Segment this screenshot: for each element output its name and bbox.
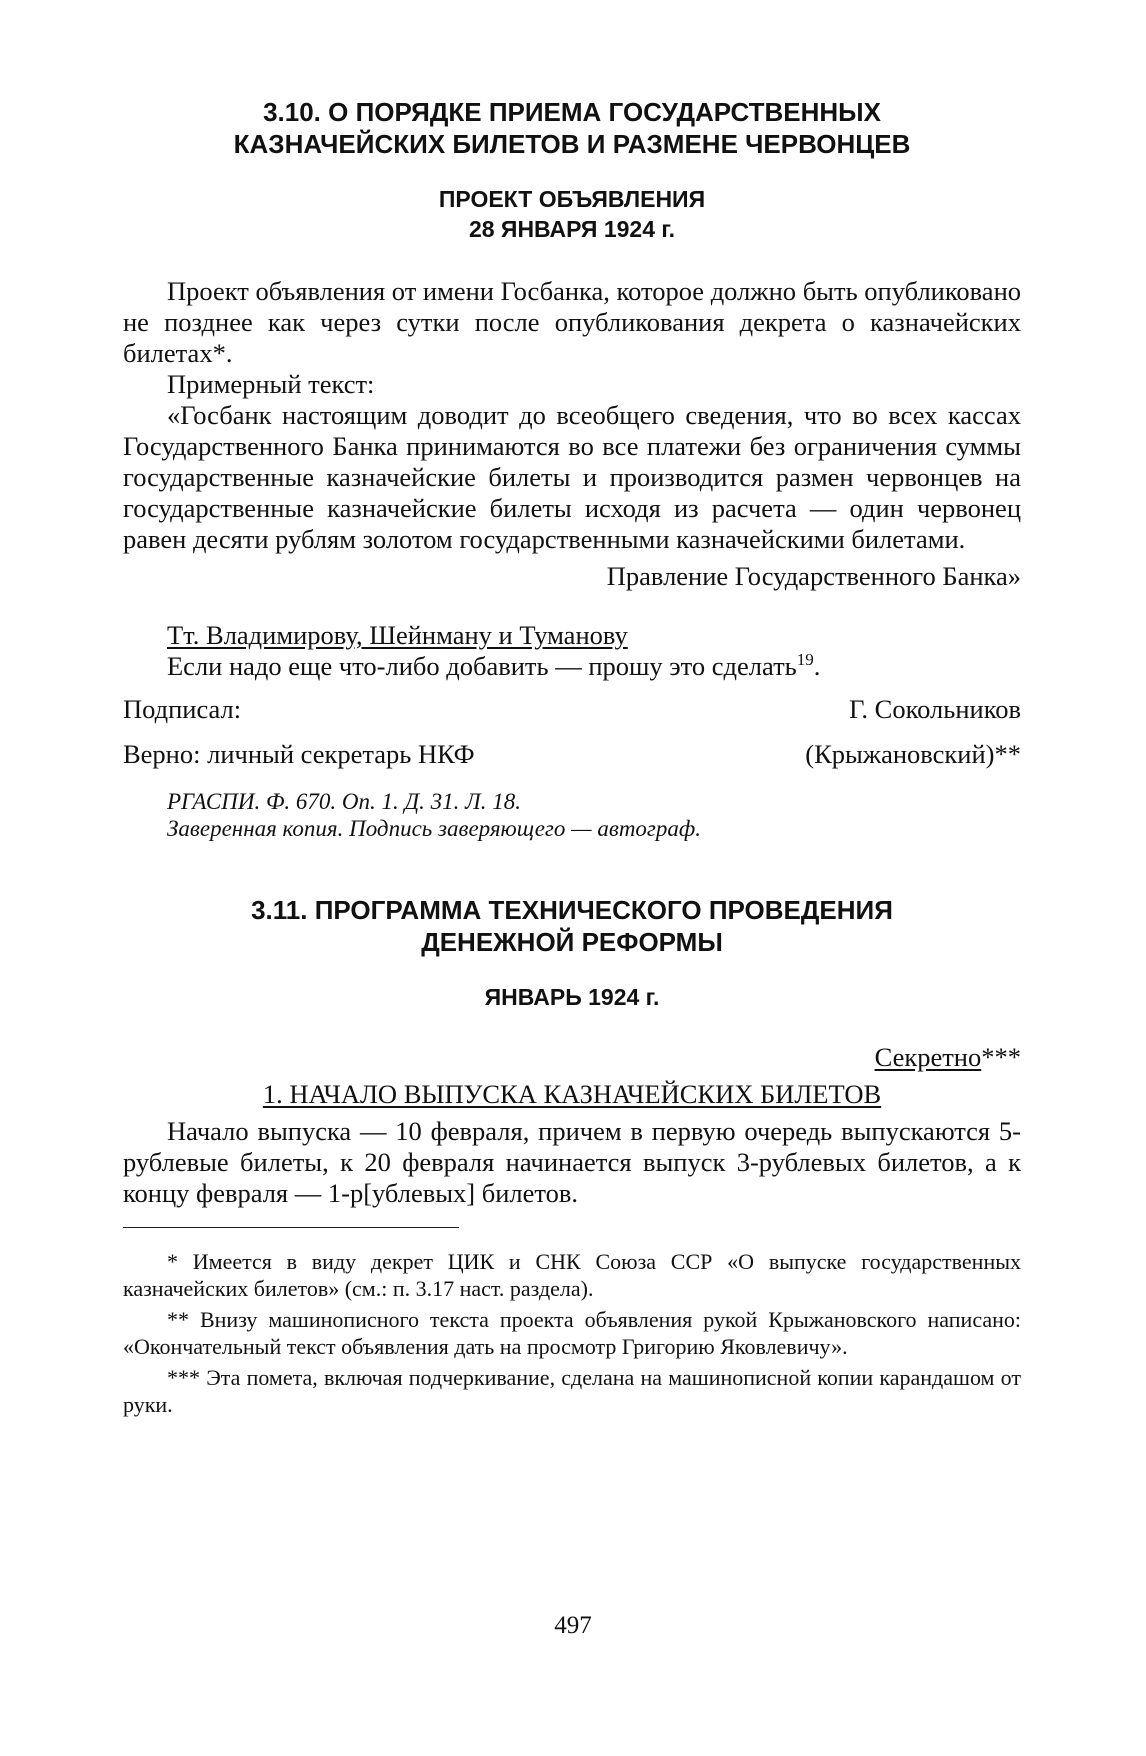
section-heading-text: 1. НАЧАЛО ВЫПУСКА КАЗНАЧЕЙСКИХ БИЛЕТОВ bbox=[262, 1079, 882, 1109]
doc1-addressees bbox=[123, 620, 1021, 651]
signed-label: Подписал: bbox=[123, 694, 242, 724]
doc1-title-line-2: КАЗНАЧЕЙСКИХ БИЛЕТОВ И РАЗМЕНЕ ЧЕРВОНЦЕВ bbox=[233, 129, 911, 159]
source-reference: РГАСПИ. Ф. 670. Оп. 1. Д. 31. Л. 18. bbox=[167, 789, 522, 814]
verified-label: Верно: личный секретарь НКФ bbox=[123, 739, 475, 769]
verified-name: (Крыжановский)** bbox=[805, 739, 1021, 769]
doc1-request-text: Если надо еще что-либо добавить — прошу это сделать bbox=[167, 651, 797, 681]
doc2-title bbox=[123, 894, 1021, 958]
doc1-subtitle-line-1: ПРОЕКТ ОБЪЯВЛЕНИЯ bbox=[438, 186, 706, 212]
footnote-2: ** Внизу машинописного текста проекта объявления рукой Крыжановского написано: «Окончательный текст объявления дать на просмотр Григорию Яковлевичу». bbox=[123, 1307, 1021, 1359]
doc1-sample-label: Примерный текст: bbox=[167, 369, 375, 399]
doc1-addressees-text: Тт. Владимирову, Шейнману и Туманову bbox=[167, 620, 628, 650]
doc1-verified-row bbox=[123, 739, 1021, 770]
secret-label: Секретно bbox=[874, 1042, 982, 1072]
doc1-subtitle bbox=[123, 184, 1021, 244]
doc1-signed-row bbox=[123, 694, 1021, 725]
doc1-request-end: . bbox=[813, 651, 821, 681]
doc2-date: ЯНВАРЬ 1924 г. bbox=[484, 984, 660, 1010]
doc1-intro: Проект объявления от имени Госбанка, которое должно быть опубликовано не позднее как через сутки после опубликования декрета о казначейских билетах*. bbox=[123, 276, 1021, 368]
footnotes bbox=[123, 1248, 1021, 1418]
footnote-1: * Имеется в виду декрет ЦИК и СНК Союза ССР «О выпуске государственных казначейских билетов» (см.: п. 3.17 наст. раздела). bbox=[123, 1249, 1021, 1301]
footnote-ref-19: 19 bbox=[796, 650, 814, 670]
footnote-3: *** Эта помета, включая подчеркивание, сделана на машинописной копии карандашом от руки. bbox=[123, 1365, 1021, 1417]
source-note: Заверенная копия. Подпись заверяющего — автограф. bbox=[167, 816, 701, 841]
doc2-title-line-2: ДЕНЕЖНОЙ РЕФОРМЫ bbox=[421, 927, 723, 957]
doc1-quote-signature: Правление Государственного Банка» bbox=[606, 561, 1021, 591]
doc1-request bbox=[123, 651, 1021, 682]
page-number: 497 bbox=[554, 1612, 592, 1639]
doc2-title-line-1: 3.11. ПРОГРАММА ТЕХНИЧЕСКОГО ПРОВЕДЕНИЯ bbox=[251, 895, 893, 925]
doc1-source bbox=[123, 788, 1021, 842]
doc1-title-line-1: 3.10. О ПОРЯДКЕ ПРИЕМА ГОСУДАРСТВЕННЫХ bbox=[263, 97, 881, 127]
footnote-divider bbox=[123, 1227, 459, 1228]
page-content bbox=[123, 96, 1021, 1418]
signed-name: Г. Сокольников bbox=[849, 694, 1021, 724]
secret-mark: *** bbox=[981, 1042, 1021, 1072]
doc2-section-heading bbox=[123, 1079, 1021, 1110]
doc1-quote: «Госбанк настоящим доводит до всеобщего сведения, что во всех кассах Государственного Банка принимаются во все платежи без ограничения суммы государственные казначейские билеты и производится размен червонцев на государственные казначейские билеты исходя из расчета — один червонец равен десяти рублям золотом государственными казначейскими билетами. bbox=[123, 400, 1021, 554]
doc1-subtitle-line-2: 28 ЯНВАРЯ 1924 г. bbox=[468, 216, 676, 242]
doc2-secret-stamp bbox=[123, 1042, 1021, 1073]
doc1-title bbox=[123, 96, 1021, 160]
doc2-section-text: Начало выпуска — 10 февраля, причем в первую очередь выпускаются 5-рублевые билеты, к 20 февраля начинается выпуск 3-рублевых билетов, а к концу февраля — 1-р[ублевых] билетов. bbox=[123, 1116, 1021, 1208]
